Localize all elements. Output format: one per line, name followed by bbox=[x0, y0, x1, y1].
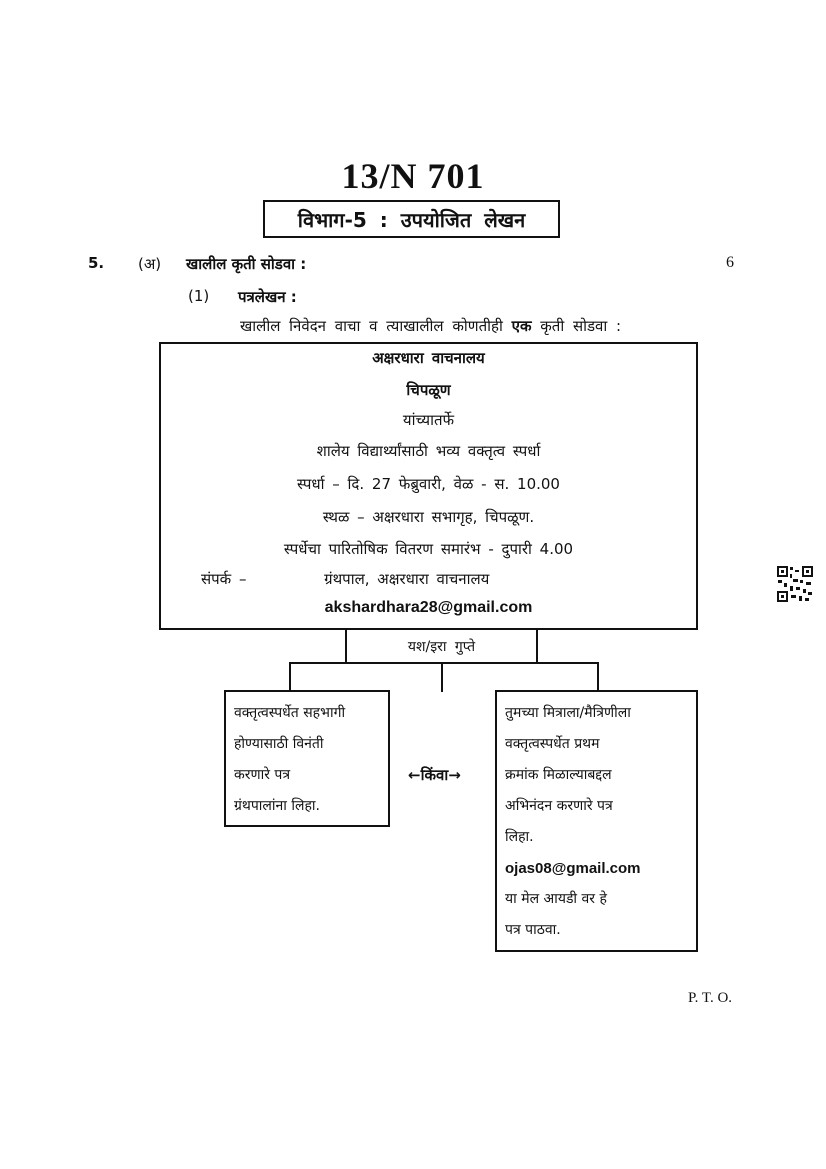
question-sub-label: (अ) bbox=[138, 255, 162, 273]
connector-vertical bbox=[441, 664, 443, 692]
instruction-bold: एक bbox=[511, 317, 532, 335]
paper-code: 13/N 701 bbox=[341, 156, 485, 196]
question-title: खालील कृती सोडवा : bbox=[186, 255, 307, 273]
part-number: (1) bbox=[188, 287, 210, 305]
option-right-email: ojas08@gmail.com bbox=[505, 860, 641, 877]
or-label: ←किंवा→ bbox=[408, 766, 461, 784]
option-right-line: या मेल आयडी वर हे bbox=[505, 891, 607, 907]
instruction bbox=[240, 316, 621, 336]
option-left-box bbox=[224, 690, 390, 827]
notice-line: स्पर्धेचा पारितोषिक वितरण समारंभ - दुपारी 4.00 bbox=[283, 540, 574, 558]
instruction-pre: खालील निवेदन वाचा व त्याखालील कोणतीही bbox=[240, 317, 503, 335]
option-left-line: वक्तृत्वस्पर्धेत सहभागी bbox=[234, 705, 346, 721]
option-right-line: लिहा. bbox=[505, 829, 534, 845]
qr-code-icon bbox=[776, 565, 814, 603]
question-marks: 6 bbox=[726, 254, 734, 271]
notice-line: स्पर्धा – दि. 27 फेब्रुवारी, वेळ - स. 10.00 bbox=[297, 475, 560, 493]
option-left-line: करणारे पत्र bbox=[234, 767, 291, 783]
sender-box: यश/इरा गुप्ते bbox=[345, 628, 538, 664]
option-right-box bbox=[495, 690, 698, 952]
option-right-line: वक्तृत्वस्पर्धेत प्रथम bbox=[505, 736, 600, 752]
instruction-post: कृती सोडवा : bbox=[540, 317, 622, 335]
option-right-line: क्रमांक मिळाल्याबद्दल bbox=[505, 767, 612, 783]
connector-right bbox=[597, 662, 599, 692]
notice-box bbox=[159, 342, 698, 630]
option-left-line: ग्रंथपालांना लिहा. bbox=[234, 798, 321, 814]
notice-line: अक्षरधारा वाचनालय bbox=[372, 349, 485, 367]
notice-line: यांच्यातर्फे bbox=[402, 411, 455, 429]
notice-line: चिपळूण bbox=[406, 381, 451, 399]
section-title: विभाग-5 : उपयोजित लेखन bbox=[263, 200, 560, 238]
notice-email: akshardhara28@gmail.com bbox=[324, 599, 533, 616]
connector-left bbox=[289, 662, 291, 692]
option-right-line: अभिनंदन करणारे पत्र bbox=[505, 798, 613, 814]
part-title: पत्रलेखन : bbox=[238, 288, 297, 306]
option-right-line: तुमच्या मित्राला/मैत्रिणीला bbox=[505, 705, 631, 721]
notice-line: शालेय विद्यार्थ्यांसाठी भव्य वक्तृत्व स्पर्धा bbox=[316, 442, 541, 460]
option-left-line: होण्यासाठी विनंती bbox=[234, 736, 324, 752]
connector-horizontal bbox=[289, 662, 599, 664]
notice-contact: संपर्क – ग्रंथपाल, अक्षरधारा वाचनालय bbox=[201, 570, 490, 588]
question-number: 5. bbox=[88, 254, 105, 272]
pto-label: P. T. O. bbox=[688, 990, 733, 1006]
option-right-line: पत्र पाठवा. bbox=[505, 922, 561, 938]
notice-line: स्थळ – अक्षरधारा सभागृह, चिपळूण. bbox=[322, 508, 535, 526]
